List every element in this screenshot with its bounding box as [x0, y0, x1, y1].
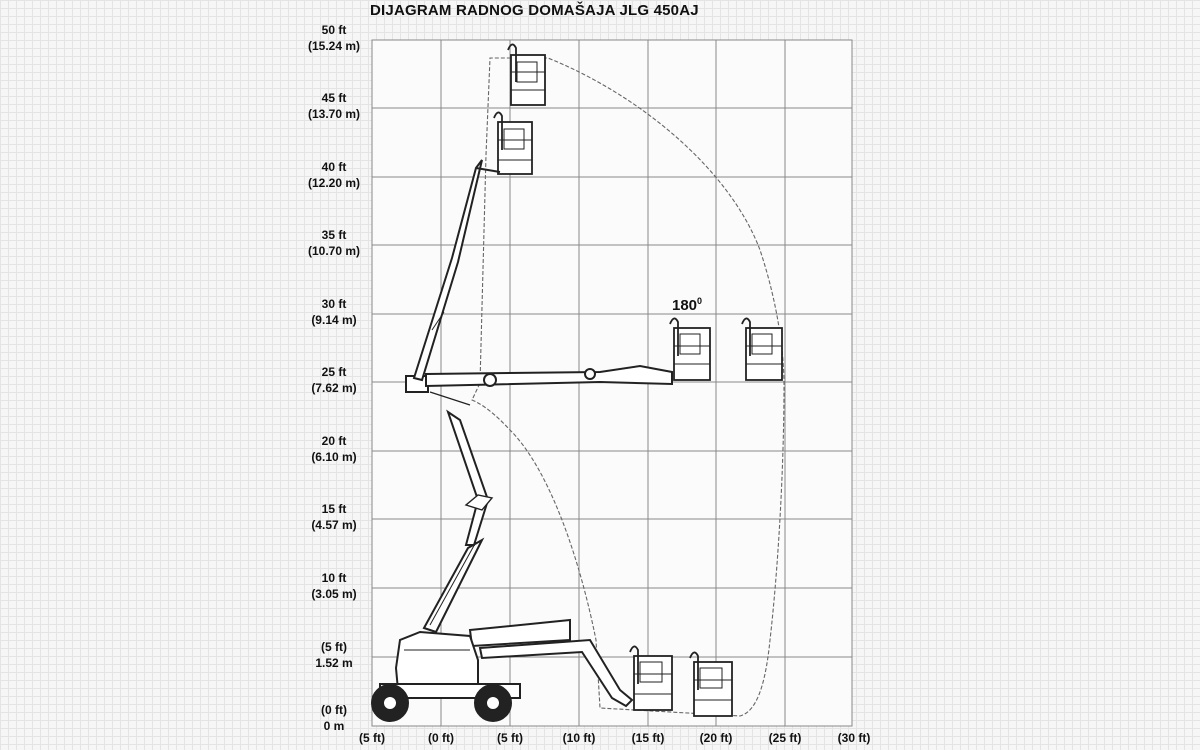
y-label-m: (9.14 m) — [311, 313, 357, 327]
platform-high — [494, 112, 532, 174]
y-label-5 — [292, 639, 376, 671]
x-label-15: (15 ft) — [631, 731, 665, 745]
x-label-5: (5 ft) — [497, 731, 523, 745]
rotation-value: 180 — [672, 297, 698, 314]
y-label-45 — [292, 90, 376, 122]
y-label-ft: 30 ft — [321, 297, 347, 311]
rotation-label — [672, 296, 702, 314]
y-label-ft: 45 ft — [321, 91, 347, 105]
y-label-ft: 50 ft — [321, 23, 347, 37]
y-label-ft: 10 ft — [321, 571, 347, 585]
platform-low-rotated — [690, 652, 732, 716]
x-label-0: (0 ft) — [428, 731, 454, 745]
y-label-m: 1.52 m — [315, 656, 353, 670]
x-label-neg5: (5 ft) — [359, 731, 385, 745]
y-label-ft: 25 ft — [321, 365, 347, 379]
y-label-15 — [292, 501, 376, 533]
platform-low — [630, 646, 672, 710]
y-label-20 — [292, 433, 376, 465]
counterweight — [396, 632, 478, 690]
y-label-ft: 40 ft — [321, 160, 347, 174]
platform-mid — [670, 318, 710, 380]
degree-mark: 0 — [697, 296, 703, 306]
y-label-ft: 20 ft — [321, 434, 347, 448]
y-label-m: (4.57 m) — [311, 518, 357, 532]
y-label-35 — [292, 227, 376, 259]
y-label-ft: (5 ft) — [321, 640, 347, 654]
diagram-title: DIJAGRAM RADNOG DOMAŠAJA JLG 450AJ — [370, 2, 699, 19]
y-label-25 — [292, 364, 376, 396]
y-label-ft: 35 ft — [321, 228, 347, 242]
y-label-ft: (0 ft) — [321, 703, 347, 717]
y-label-m: (15.24 m) — [307, 39, 361, 53]
y-label-m: (10.70 m) — [307, 244, 361, 258]
platform-mid-rotated — [742, 318, 782, 380]
x-label-25: (25 ft) — [768, 731, 802, 745]
y-label-10 — [292, 570, 376, 602]
y-label-m: (13.70 m) — [307, 107, 361, 121]
y-label-m: (12.20 m) — [307, 176, 361, 190]
x-label-10: (10 ft) — [562, 731, 596, 745]
y-label-40 — [292, 159, 376, 191]
y-label-m: 0 m — [323, 719, 345, 733]
y-label-50 — [292, 22, 376, 54]
y-label-m: (7.62 m) — [311, 381, 357, 395]
y-label-m: (6.10 m) — [311, 450, 357, 464]
x-label-20: (20 ft) — [699, 731, 733, 745]
y-label-ft: 15 ft — [321, 502, 347, 516]
x-label-30: (30 ft) — [837, 731, 871, 745]
y-label-30 — [292, 296, 376, 328]
y-label-m: (3.05 m) — [311, 587, 357, 601]
